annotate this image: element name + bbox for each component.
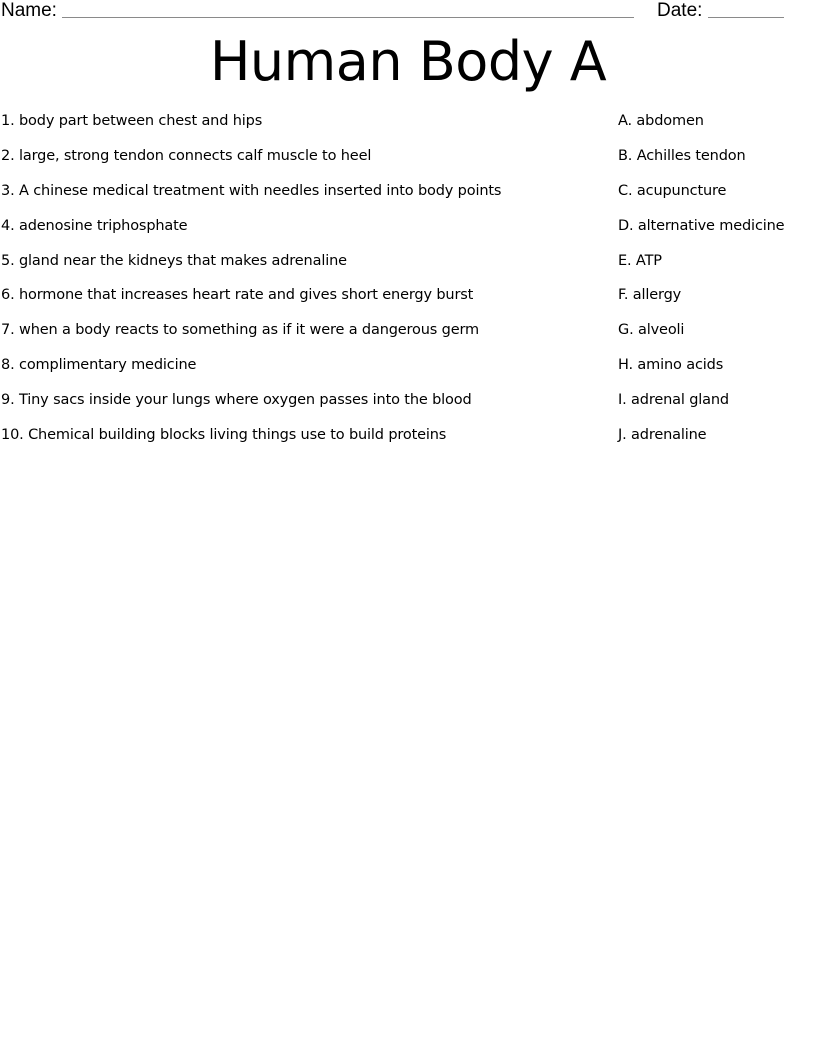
answer-item: E. ATP [618, 252, 662, 269]
clue-item: 10. Chemical building blocks living things use to build proteins [1, 427, 447, 444]
clue-item: 3. A chinese medical treatment with needles inserted into body points [1, 182, 502, 199]
clue-item: 9. Tiny sacs inside your lungs where oxygen passes into the blood [1, 392, 472, 409]
clue-item: 7. when a body reacts to something as if it were a dangerous germ [1, 322, 480, 339]
answer-list [618, 111, 816, 460]
header-row [0, 0, 816, 24]
answer-item: G. alveoli [618, 322, 685, 339]
answer-item: H. amino acids [618, 357, 724, 374]
name-label: Name: [1, 0, 57, 21]
worksheet-title: Human Body A [209, 30, 607, 93]
clue-item: 8. complimentary medicine [1, 357, 197, 374]
answer-item: A. abdomen [618, 113, 704, 129]
answer-item: F. allergy [618, 287, 682, 304]
date-field-line[interactable] [708, 17, 784, 18]
answer-item: I. adrenal gland [618, 392, 729, 409]
date-label: Date: [657, 0, 703, 21]
clue-item: 2. large, strong tendon connects calf muscle to heel [1, 147, 372, 164]
answer-item: C. acupuncture [618, 182, 727, 199]
clue-list [1, 111, 601, 460]
clue-item: 1. body part between chest and hips [1, 113, 263, 129]
answer-item: D. alternative medicine [618, 217, 785, 234]
clue-item: 5. gland near the kidneys that makes adrenaline [1, 252, 347, 269]
name-field-line[interactable] [62, 17, 634, 18]
clue-item: 4. adenosine triphosphate [1, 217, 188, 234]
answer-item: J. adrenaline [618, 427, 707, 444]
answer-item: B. Achilles tendon [618, 147, 746, 164]
clue-item: 6. hormone that increases heart rate and gives short energy burst [1, 287, 474, 304]
